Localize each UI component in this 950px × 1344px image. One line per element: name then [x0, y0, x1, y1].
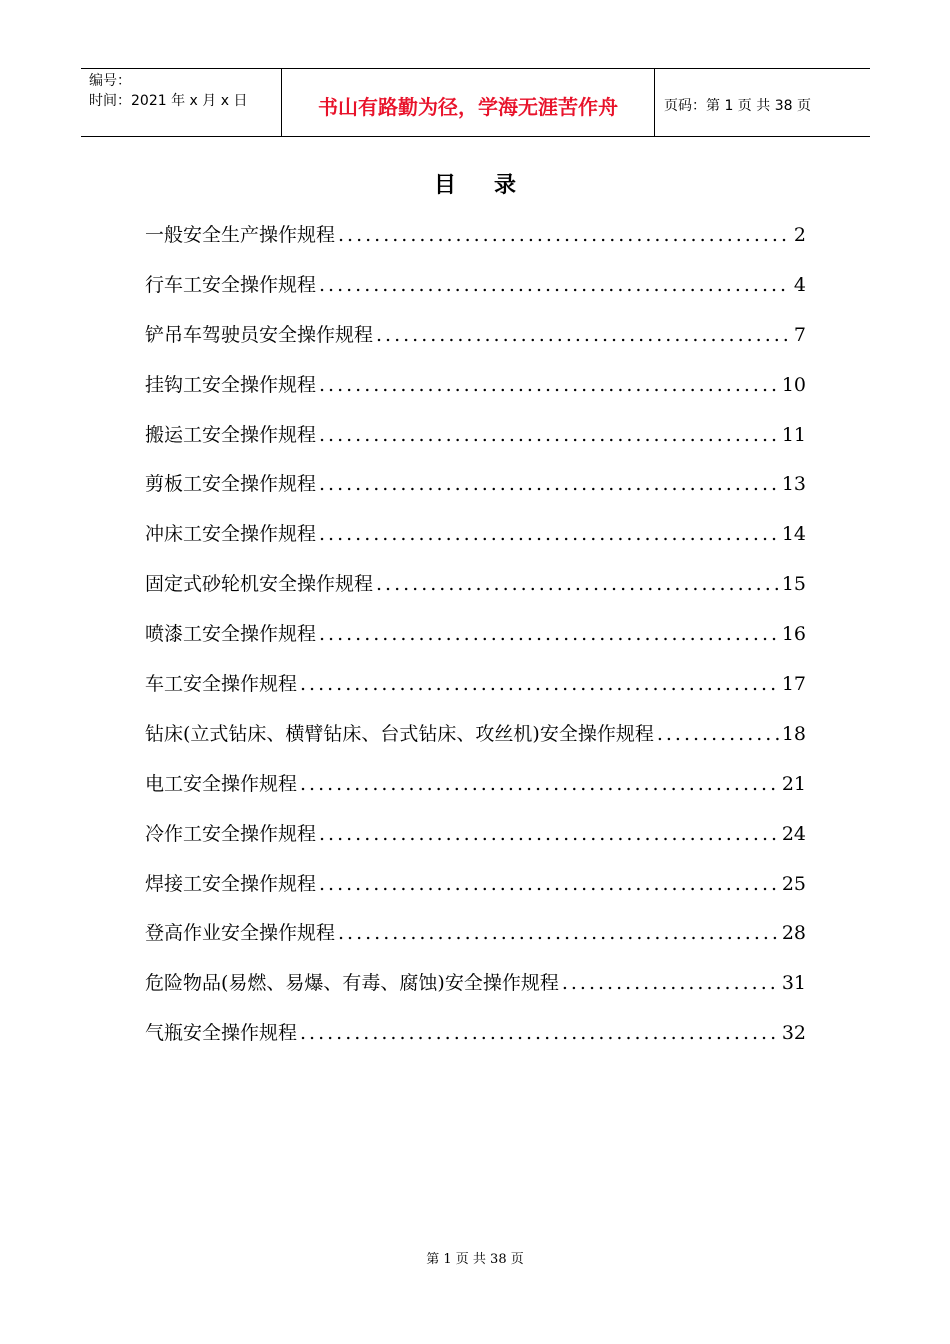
toc-entry[interactable] [145, 821, 806, 871]
toc-entry[interactable] [145, 970, 806, 1020]
toc-entry[interactable] [145, 571, 806, 621]
toc-entry-label: 电工安全操作规程 [145, 772, 298, 795]
toc-entry-label: 行车工安全操作规程 [145, 273, 317, 296]
toc-entry-label: 车工安全操作规程 [145, 673, 298, 696]
toc-entry-page: 18 [781, 722, 806, 745]
toc-entry-label: 钻床(立式钻床、横臂钻床、台式钻床、攻丝机)安全操作规程 [145, 722, 654, 745]
toc-entry-label: 气瓶安全操作规程 [145, 1022, 298, 1045]
toc-entry[interactable] [145, 272, 806, 322]
toc-entry-page: 14 [781, 523, 806, 546]
toc-leader-dots [338, 222, 791, 248]
toc-entry[interactable] [145, 372, 806, 422]
toc-entry-page: 11 [781, 423, 806, 446]
toc-entry-label: 焊接工安全操作规程 [145, 872, 317, 895]
toc-entry-label: 挂钩工安全操作规程 [145, 373, 317, 396]
toc-leader-dots [300, 671, 779, 697]
toc-leader-dots [319, 422, 779, 448]
toc-entry-label: 危险物品(易燃、易爆、有毒、腐蚀)安全操作规程 [145, 972, 559, 995]
toc-entry-label: 一般安全生产操作规程 [145, 224, 336, 246]
header-motto: 书山有路勤为径，学海无涯苦作舟 [282, 69, 655, 136]
toc-entry[interactable] [145, 621, 806, 671]
toc-entry-label: 铲吊车驾驶员安全操作规程 [145, 323, 374, 346]
toc-entry-page: 4 [793, 273, 806, 296]
document-header [81, 68, 870, 137]
header-meta [81, 69, 282, 136]
toc-entry-page: 13 [781, 473, 806, 496]
toc-entry[interactable] [145, 422, 806, 472]
toc-leader-dots [319, 372, 779, 398]
toc-entry[interactable] [145, 322, 806, 372]
toc-entry-page: 28 [781, 922, 806, 945]
toc-entry-page: 31 [781, 972, 806, 995]
toc-entry[interactable] [145, 771, 806, 821]
toc-entry-page: 24 [781, 822, 806, 845]
toc-leader-dots [300, 1020, 779, 1046]
toc-entry-label: 冲床工安全操作规程 [145, 523, 317, 546]
toc-entry[interactable] [145, 920, 806, 970]
header-page-info: 页码：第 1 页 共 38 页 [664, 97, 811, 114]
toc-entry-page: 17 [781, 673, 806, 696]
toc-entry-page: 16 [781, 623, 806, 646]
toc-entry-label: 剪板工安全操作规程 [145, 473, 317, 496]
toc-leader-dots [319, 871, 779, 897]
document-number-label: 编号： [89, 73, 131, 89]
toc-entry-page: 15 [781, 573, 806, 596]
toc-entry-label: 冷作工安全操作规程 [145, 822, 317, 845]
toc-leader-dots [376, 571, 779, 597]
toc-entry[interactable] [145, 721, 806, 771]
toc-entry-page: 7 [793, 323, 806, 346]
toc-leader-dots [319, 272, 791, 298]
toc-entry-label: 搬运工安全操作规程 [145, 423, 317, 446]
toc-leader-dots [319, 471, 779, 497]
toc-entry[interactable] [145, 471, 806, 521]
toc-leader-dots [319, 821, 779, 847]
toc-entry[interactable] [145, 521, 806, 571]
toc-entry[interactable] [145, 671, 806, 721]
toc-entry[interactable] [145, 871, 806, 921]
toc-entry[interactable] [145, 222, 806, 272]
toc-entry-label: 固定式砂轮机安全操作规程 [145, 573, 374, 596]
document-time: 时间：2021 年 x 月 x 日 [89, 93, 248, 109]
toc-entry[interactable] [145, 1020, 806, 1070]
toc-leader-dots [300, 771, 779, 797]
toc-entry-page: 25 [781, 872, 806, 895]
toc-title: 目录 [433, 173, 554, 198]
toc-entry-page: 21 [781, 772, 806, 795]
toc-entry-label: 登高作业安全操作规程 [145, 922, 336, 945]
page-footer: 第 1 页 共 38 页 [426, 1252, 524, 1267]
toc-leader-dots [657, 721, 779, 747]
toc-leader-dots [338, 920, 779, 946]
toc-leader-dots [319, 521, 779, 547]
toc-entry-page: 32 [781, 1022, 806, 1045]
toc-leader-dots [376, 322, 791, 348]
toc-entry-label: 喷漆工安全操作规程 [145, 623, 317, 646]
table-of-contents [145, 222, 806, 1070]
toc-entry-page: 10 [781, 373, 806, 396]
toc-leader-dots [562, 970, 779, 996]
toc-leader-dots [319, 621, 779, 647]
toc-entry-page: 2 [793, 224, 806, 246]
